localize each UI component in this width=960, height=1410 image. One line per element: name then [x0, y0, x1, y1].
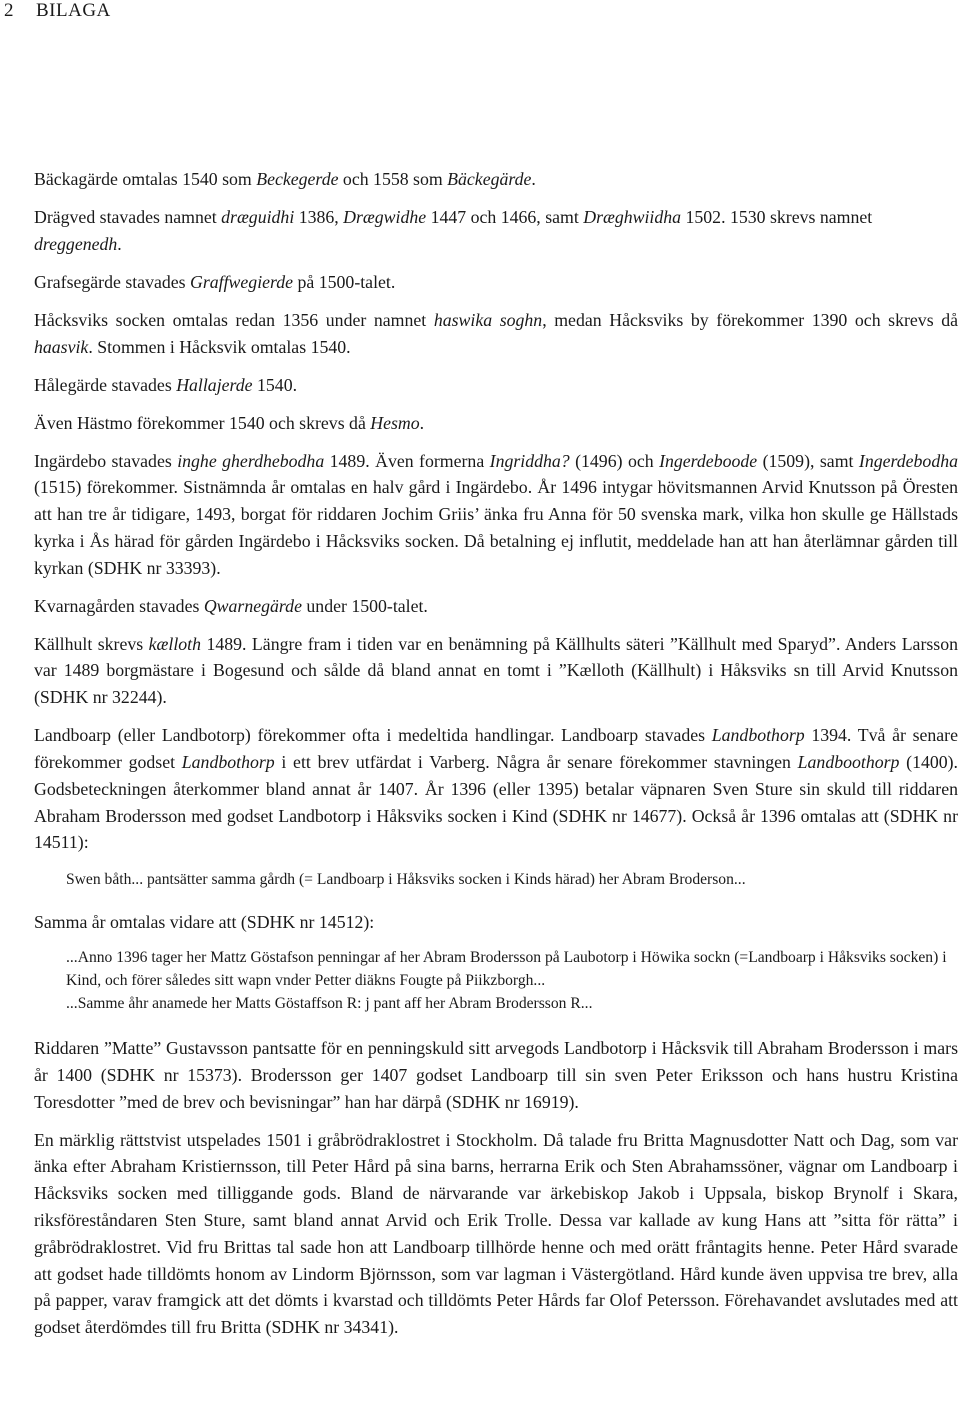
- quote-line: ...Anno 1396 tager her Mattz Göstafson penningar af her Abram Brodersson på Laubotorp i Höwika sockn (=Landboarp i Håksviks socken) i Kind, och förer således sitt wapn vnder Petter diäkns Fougte på Piikzborgh...: [66, 949, 947, 990]
- document-body: [34, 166, 958, 1341]
- quote-line: ...Samme åhr anamede her Matts Göstaffson R: j pant aff her Abram Brodersson R...: [66, 995, 593, 1013]
- paragraph-landboarp: Landboarp (eller Landbotorp) förekommer ofta i medeltida handlingar. Landboarp stavades Landbothorp 1394. Två år senare förekommer godset Landbothorp i ett brev utfärdat i Varberg. Några år senare förekommer stavningen Landboothorp (1400). Godsbeteckningen återkommer bland annat år 1407. År 1396 (eller 1395) betalar väpnaren Sven Sture sin skuld till riddaren Abraham Brodersson med godset Landbotorp i Håksviks socken i Kind (SDHK nr 14677). Också år 1396 omtalas att (SDHK nr 14511):: [34, 725, 959, 853]
- block-quote-sdhk-14511: [66, 868, 958, 891]
- paragraph-kallhult: Källhult skrevs kælloth 1489. Längre fram i tiden var en benämning på Källhults säteri ”Källhult med Sparyd”. Anders Larsson var 1489 borgmästare i Bogesund och sålde då bland annat en tomt i ”Kælloth (Källhult) i Håksviks sn till Arvid Knutsson (SDHK nr 32244).: [34, 633, 958, 708]
- paragraph-kvarnagarden: Kvarnagården stavades Qwarnegärde under 1500-talet.: [34, 595, 428, 616]
- paragraph-dragved: Drägved stavades namnet dræguidhi 1386, Drægwidhe 1447 och 1466, samt Dræghwiidha 1502. 1530 skrevs namnet dreggenedh.: [34, 206, 873, 254]
- paragraph-rattstvist: En märklig rättstvist utspelades 1501 i gråbrödraklostret i Stockholm. Då talade fru Britta Magnusdotter Natt och Dag, som var änka efter Abraham Kristiernsson, till Peter Hård på sina barns, herrarna Erik och Sten Abrahamssöner, vägnar om Landboarp i Håcksviks socken med tilliggande gods. Bland de närvarande var ärkebiskop Jakob i Uppsala, biskop Brynolf i Skara, riksföreståndaren Sten Sture, samt bland annat Arvid och Erik Trolle. Dessa var kallade av kung Hans att ”sitta för rätta” i gråbrödraklostret. Vid fru Brittas tal sade hon att Landboarp tillhörde henne och med orätt fråntagits henne. Peter Hård svarade att godset hade tilldömts honom av Lindorm Björnsson, som var lagman i Västergötland. Hård kunde även uppvisa tre brev, alla på papper, varav framgick att det dömts i kvarstad och tilldömts Peter Hårds far Olof Petersson. Förehavandet avslutades med att godset återdömdes till fru Britta (SDHK nr 34341).: [34, 1129, 958, 1338]
- block-quote-sdhk-14512: [66, 946, 958, 1015]
- paragraph-halegarde: Hålegärde stavades Hallajerde 1540.: [34, 374, 298, 395]
- paragraph-riddaren-matte: Riddaren ”Matte” Gustavsson pantsatte för en penningskuld sitt arvegods Landbotorp i Håcksvik till Abraham Brodersson i mars år 1400 (SDHK nr 15373). Brodersson ger 1407 godset Landboarp till sin sven Peter Eriksson och hans hustru Kristina Toresdotter ”med de brev och bevisningar” han har därpå (SDHK nr 16919).: [34, 1038, 958, 1112]
- paragraph-samma-ar: Samma år omtalas vidare att (SDHK nr 14512):: [34, 912, 375, 933]
- page-number: 2: [4, 0, 14, 21]
- paragraph-hacksvik: Håcksviks socken omtalas redan 1356 under namnet haswika soghn, medan Håcksviks by förekommer 1390 och skrevs då haasvik. Stommen i Håcksvik omtalas 1540.: [34, 309, 958, 357]
- section-title: BILAGA: [36, 0, 111, 21]
- paragraph-grafsegarde: Grafsegärde stavades Graffwegierde på 1500-talet.: [34, 271, 396, 292]
- paragraph-hastmo: Även Hästmo förekommer 1540 och skrevs då Hesmo.: [34, 412, 425, 433]
- quote-text: Swen båth... pantsätter samma gårdh (= Landboarp i Håksviks socken i Kinds härad) her Abram Broderson...: [66, 871, 746, 889]
- paragraph-backagarde: Bäckagärde omtalas 1540 som Beckegerde och 1558 som Bäckegärde.: [34, 169, 536, 189]
- page-header: [0, 0, 400, 24]
- paragraph-ingardebo: Ingärdebo stavades inghe gherdhebodha 1489. Även formerna Ingriddha? (1496) och Ingerdeboode (1509), samt Ingerdebodha (1515) förekommer. Sistnämnda år omtalas en halv gård i Ingärdebo. År 1496 intygar hövitsmannen Arvid Knutsson på Öresten att han tre år tidigare, 1493, borgat för riddaren Jochim Griis’ änka fru Anna för 50 svenska mark, vilka hon skulle ge Hällstads kyrka i Ås härad för gården Ingärdebo i Håcksviks socken. Då betalning ej influtit, meddelade han att han återlämnar gården till kyrkan (SDHK nr 33393).: [34, 450, 958, 578]
